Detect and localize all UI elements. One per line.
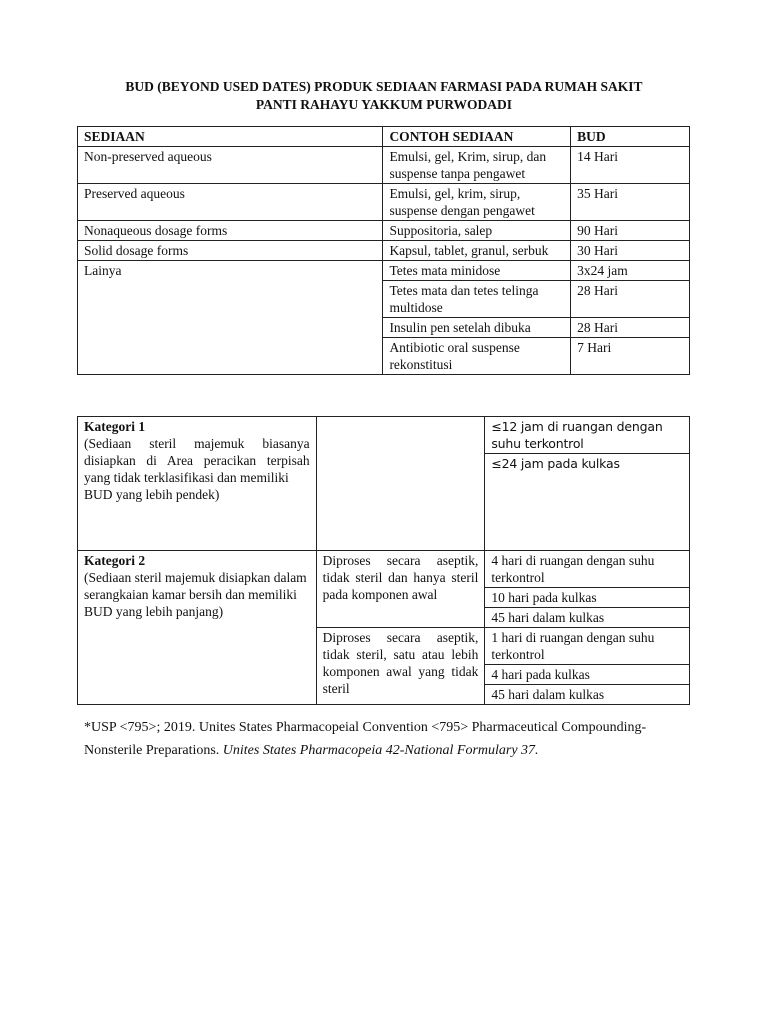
footnote-text: *USP <795>; 2019. Unites States Pharmacopeial Convention <795> Pharmaceutical Compounding-Nonsterile Preparations.	[84, 720, 647, 758]
kategori1-desc: (Sediaan steril majemuk biasanya disiapkan di Area peracikan terpisah yang tidak terklasifikasi dan memiliki	[84, 436, 310, 485]
table-row	[78, 417, 690, 454]
kategori2-bud1-2: 10 hari pada kulkas	[485, 588, 690, 608]
kategori1-bud-2: ≤24 jam pada kulkas	[485, 454, 690, 551]
kategori2-proses-1: Diproses secara aseptik, tidak steril dan hanya steril pada komponen awal	[316, 551, 485, 628]
header-sediaan: SEDIAAN	[78, 127, 383, 147]
table-row	[78, 147, 690, 184]
table-row	[78, 551, 690, 588]
kategori2-bud1-1: 4 hari di ruangan dengan suhu terkontrol	[485, 551, 690, 588]
cell-bud: 7 Hari	[571, 338, 690, 375]
footnote-italic: Unites States Pharmacopeia 42-National Formulary 37.	[222, 743, 539, 758]
cell-bud: 30 Hari	[571, 241, 690, 261]
kategori1-bud-1: ≤12 jam di ruangan dengan suhu terkontrol	[485, 417, 690, 454]
cell-bud: 35 Hari	[571, 184, 690, 221]
kategori1-cell	[78, 417, 317, 551]
cell-contoh: Tetes mata minidose	[383, 261, 571, 281]
kategori1-desc-b: BUD yang lebih pendek)	[84, 487, 220, 502]
cell-sediaan: Nonaqueous dosage forms	[78, 221, 383, 241]
cell-bud: 28 Hari	[571, 281, 690, 318]
kategori1-title: Kategori 1	[84, 419, 146, 434]
cell-contoh: Kapsul, tablet, granul, serbuk	[383, 241, 571, 261]
table-row	[78, 221, 690, 241]
title-line-2: PANTI RAHAYU YAKKUM PURWODADI	[255, 97, 513, 112]
kategori2-bud2-1: 1 hari di ruangan dengan suhu terkontrol	[485, 628, 690, 665]
cell-contoh: Emulsi, gel, Krim, sirup, dan suspense tanpa pengawet	[383, 147, 571, 184]
header-contoh: CONTOH SEDIAAN	[383, 127, 571, 147]
cell-bud: 14 Hari	[571, 147, 690, 184]
cell-bud: 3x24 jam	[571, 261, 690, 281]
kategori-table	[77, 416, 690, 705]
footnote	[84, 716, 704, 762]
kategori2-title: Kategori 2	[84, 553, 146, 568]
cell-contoh: Tetes mata dan tetes telinga multidose	[383, 281, 571, 318]
kategori2-desc: (Sediaan steril majemuk disiapkan dalam serangkaian kamar bersih dan memiliki BUD yang lebih panjang)	[84, 570, 307, 619]
table-row	[78, 184, 690, 221]
cell-bud: 28 Hari	[571, 318, 690, 338]
header-bud: BUD	[571, 127, 690, 147]
kategori2-cell	[78, 551, 317, 705]
page-title	[60, 78, 708, 114]
title-line-1: BUD (BEYOND USED DATES) PRODUK SEDIAAN FARMASI PADA RUMAH SAKIT	[125, 79, 643, 94]
cell-sediaan: Preserved aqueous	[78, 184, 383, 221]
table-row	[78, 241, 690, 261]
kategori2-bud2-2: 4 hari pada kulkas	[485, 665, 690, 685]
cell-contoh: Suppositoria, salep	[383, 221, 571, 241]
cell-sediaan: Lainya	[78, 261, 383, 375]
cell-contoh: Insulin pen setelah dibuka	[383, 318, 571, 338]
cell-sediaan: Solid dosage forms	[78, 241, 383, 261]
kategori1-proses-cell	[316, 417, 485, 551]
kategori2-bud2-3: 45 hari dalam kulkas	[485, 685, 690, 705]
cell-sediaan: Non-preserved aqueous	[78, 147, 383, 184]
table-row	[78, 261, 690, 281]
bud-table	[77, 126, 690, 375]
cell-bud: 90 Hari	[571, 221, 690, 241]
cell-contoh: Emulsi, gel, krim, sirup, suspense dengan pengawet	[383, 184, 571, 221]
kategori2-proses-2: Diproses secara aseptik, tidak steril, satu atau lebih komponen awal yang tidak steril	[316, 628, 485, 705]
table-header-row	[78, 127, 690, 147]
kategori2-bud1-3: 45 hari dalam kulkas	[485, 608, 690, 628]
cell-contoh: Antibiotic oral suspense rekonstitusi	[383, 338, 571, 375]
